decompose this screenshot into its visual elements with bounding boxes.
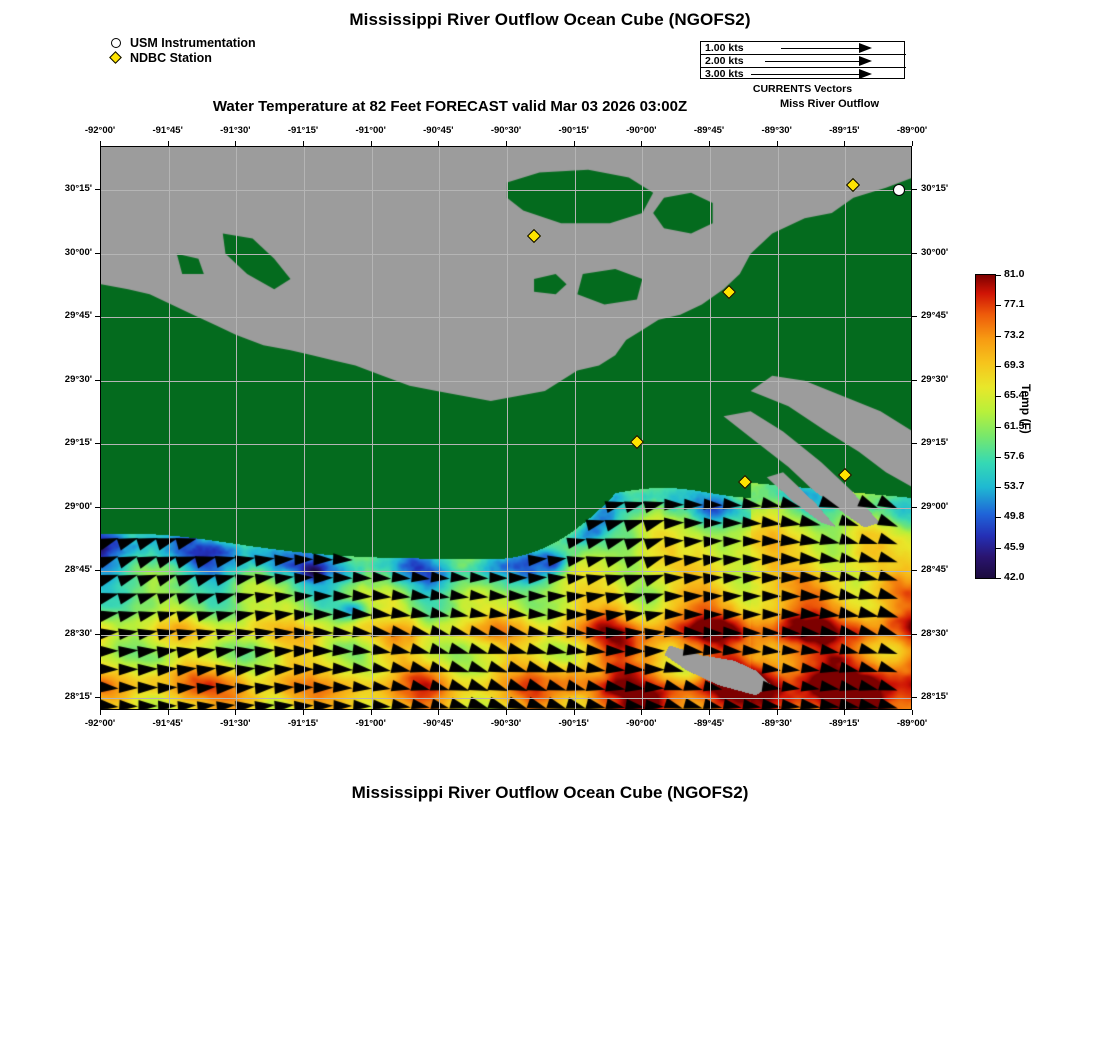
axis-tick-x	[641, 710, 642, 715]
axis-label-y: 30°15'	[64, 183, 92, 195]
colorbar-title: Temp (F)	[1019, 384, 1033, 434]
axis-tick-y	[912, 443, 917, 444]
axis-label-x: -91°15'	[287, 718, 319, 729]
axis-label-y: 28°15'	[64, 691, 92, 703]
gridline-horizontal	[101, 508, 911, 509]
colorbar-tick	[996, 578, 1001, 579]
circle-marker-icon	[108, 36, 126, 51]
currents-vector-caption: CURRENTS Vectors	[752, 83, 853, 95]
colorbar-tick	[996, 427, 1001, 428]
axis-tick-x	[912, 710, 913, 715]
axis-label-x: -89°30'	[761, 125, 792, 136]
axis-tick-x	[844, 710, 845, 715]
axis-label-y: 30°00'	[921, 246, 949, 258]
vector-arrow-head-3	[859, 69, 872, 79]
gridline-vertical	[575, 147, 576, 709]
axis-label-x: -90°15'	[558, 718, 589, 729]
colorbar-tick	[996, 517, 1001, 518]
colorbar-tick	[996, 366, 1001, 367]
axis-label-y: 29°45'	[64, 310, 92, 322]
vector-key-row-1	[701, 42, 904, 54]
axis-tick-x	[303, 710, 304, 715]
gridline-horizontal	[101, 317, 911, 318]
diamond-marker-icon	[108, 51, 126, 66]
gridline-horizontal	[101, 571, 911, 572]
axis-label-x: -91°00'	[355, 125, 386, 136]
vector-key-label-1: 1.00 kts	[705, 42, 744, 54]
axis-tick-y	[912, 253, 917, 254]
map-legend	[108, 36, 256, 66]
axis-label-x: -91°00'	[355, 718, 386, 729]
colorbar-tick	[996, 457, 1001, 458]
axis-label-x: -91°45'	[152, 125, 183, 136]
axis-tick-x	[574, 710, 575, 715]
colorbar-label: 42.0	[1004, 571, 1025, 583]
axis-label-x: -89°00'	[896, 718, 928, 729]
axis-label-x: -89°00'	[896, 125, 928, 136]
gridline-horizontal	[101, 381, 911, 382]
axis-label-y: 28°15'	[921, 691, 949, 703]
gridline-vertical	[372, 147, 373, 709]
gridline-vertical	[642, 147, 643, 709]
axis-tick-x	[168, 710, 169, 715]
axis-label-x: -89°45'	[693, 125, 725, 136]
gridline-vertical	[845, 147, 846, 709]
axis-tick-x	[438, 710, 439, 715]
axis-label-y: 29°30'	[64, 373, 92, 385]
gridline-vertical	[169, 147, 170, 709]
gridline-horizontal	[101, 254, 911, 255]
axis-tick-y	[912, 634, 917, 635]
colorbar-label: 73.2	[1004, 328, 1025, 341]
axis-label-y: 29°15'	[921, 437, 949, 449]
axis-label-x: -91°30'	[220, 718, 251, 729]
colorbar-tick	[996, 396, 1001, 397]
gridline-vertical	[507, 147, 508, 709]
gridline-vertical	[710, 147, 711, 709]
colorbar-label: 45.9	[1004, 540, 1025, 553]
axis-tick-y	[912, 189, 917, 190]
colorbar-label: 53.7	[1004, 480, 1025, 493]
axis-label-y: 28°30'	[64, 627, 92, 639]
colorbar-label: 49.8	[1004, 510, 1025, 523]
axis-label-x: -90°30'	[490, 125, 522, 136]
axis-label-x: -91°45'	[152, 718, 183, 729]
gridline-vertical	[304, 147, 305, 709]
axis-tick-x	[777, 710, 778, 715]
axis-label-y: 29°45'	[921, 310, 949, 322]
colorbar-label: 69.3	[1004, 358, 1025, 371]
axis-label-y: 29°15'	[64, 437, 92, 449]
colorbar-label: 61.5	[1004, 419, 1025, 432]
vector-arrow-shaft-1	[781, 48, 861, 49]
chart-subtitle: Water Temperature at 82 Feet FORECAST valid Mar 03 2026 03:00Z	[212, 98, 688, 115]
axis-tick-y	[912, 697, 917, 698]
map-plot-area[interactable]	[100, 146, 912, 710]
axis-tick-x	[100, 710, 101, 715]
vector-key-row-2	[701, 55, 904, 67]
gridline-horizontal	[101, 698, 911, 699]
axis-label-x: -89°30'	[761, 718, 792, 729]
page-title: Mississippi River Outflow Ocean Cube (NGOFS2)	[349, 10, 751, 29]
axis-label-x: -89°15'	[829, 718, 860, 729]
axis-tick-x	[709, 710, 710, 715]
vector-arrow-shaft-3	[751, 74, 861, 75]
colorbar-tick	[996, 275, 1001, 276]
axis-label-y: 28°45'	[64, 564, 92, 576]
axis-tick-x	[912, 141, 913, 146]
gridline-horizontal	[101, 635, 911, 636]
axis-label-x: -90°15'	[558, 125, 589, 136]
colorbar-label: 81.0	[1004, 268, 1025, 280]
axis-label-x: -90°45'	[423, 718, 454, 729]
axis-tick-y	[912, 316, 917, 317]
axis-label-y: 30°15'	[921, 183, 949, 195]
axis-label-y: 29°30'	[921, 373, 949, 385]
legend-item-ndbc-label: NDBC Station	[130, 51, 212, 65]
axis-tick-x	[506, 710, 507, 715]
colorbar-tick	[996, 305, 1001, 306]
axis-label-y: 29°00'	[921, 500, 949, 512]
axis-label-y: 28°30'	[921, 627, 949, 639]
page-footer-title: Mississippi River Outflow Ocean Cube (NGOFS2)	[351, 783, 749, 802]
outflow-annotation: Miss River Outflow	[780, 98, 880, 110]
colorbar-tick	[996, 336, 1001, 337]
axis-tick-x	[235, 710, 236, 715]
currents-vector-key	[700, 41, 905, 79]
vector-key-label-3: 3.00 kts	[705, 68, 744, 80]
axis-tick-x	[371, 710, 372, 715]
axis-label-x: -90°00'	[626, 718, 657, 729]
axis-label-x: -89°15'	[829, 125, 860, 136]
gridline-vertical	[439, 147, 440, 709]
gridline-horizontal	[101, 190, 911, 191]
colorbar-tick	[996, 548, 1001, 549]
axis-tick-y	[912, 507, 917, 508]
vector-key-row-3	[701, 68, 904, 80]
axis-label-x: -89°45'	[693, 718, 725, 729]
axis-label-x: -91°15'	[287, 125, 319, 136]
colorbar-label: 57.6	[1004, 449, 1025, 462]
axis-tick-y	[912, 570, 917, 571]
colorbar-label: 65.4	[1004, 389, 1025, 402]
legend-item-ndbc	[108, 51, 256, 66]
legend-item-usm-label: USM Instrumentation	[130, 36, 256, 50]
axis-label-y: 30°00'	[64, 246, 92, 258]
axis-label-x: -90°45'	[423, 125, 454, 136]
axis-tick-y	[912, 380, 917, 381]
vector-arrow-shaft-2	[765, 61, 861, 62]
colorbar-tick	[996, 487, 1001, 488]
vector-arrow-head-1	[859, 43, 872, 53]
colorbar-gradient	[975, 274, 996, 579]
legend-item-usm	[108, 36, 256, 51]
gridline-vertical	[236, 147, 237, 709]
vector-arrow-head-2	[859, 56, 872, 66]
axis-label-x: -90°00'	[626, 125, 657, 136]
colorbar-label: 77.1	[1004, 298, 1025, 311]
axis-label-x: -90°30'	[490, 718, 522, 729]
axis-label-x: -92°00'	[84, 125, 116, 136]
axis-label-y: 28°45'	[921, 564, 949, 576]
axis-label-x: -91°30'	[220, 125, 251, 136]
gridline-vertical	[778, 147, 779, 709]
vector-key-label-2: 2.00 kts	[705, 55, 744, 67]
axis-label-x: -92°00'	[84, 718, 116, 729]
gridline-horizontal	[101, 444, 911, 445]
axis-label-y: 29°00'	[64, 500, 92, 512]
